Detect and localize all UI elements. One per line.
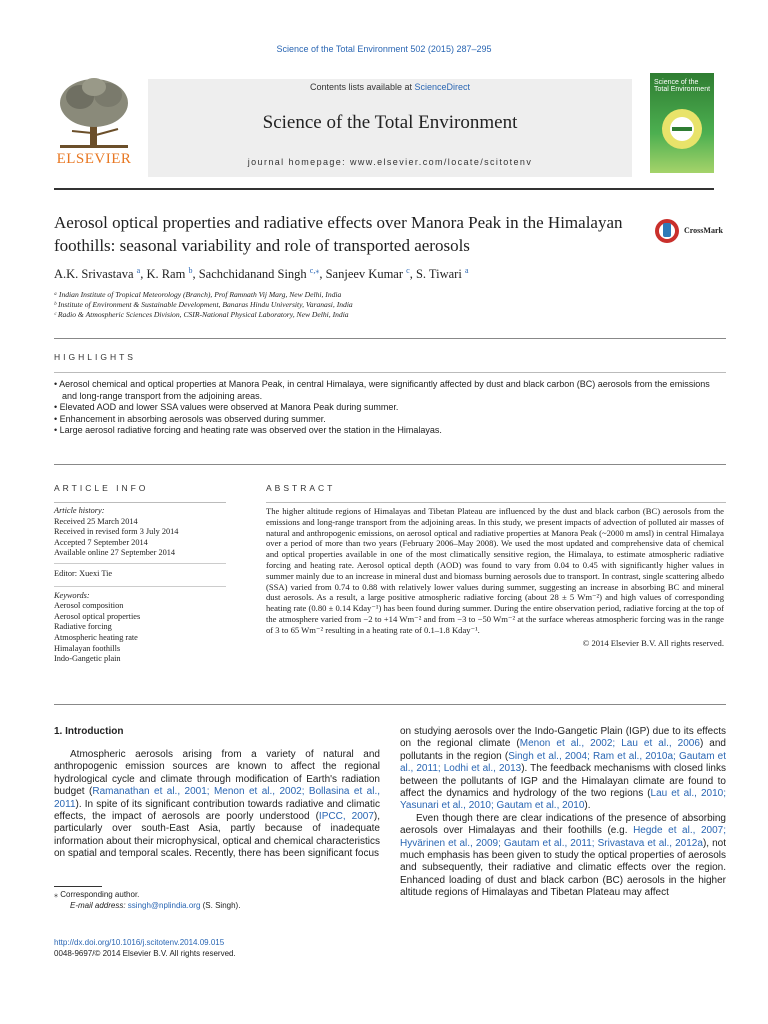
author-affiliation-marker[interactable]: a — [464, 266, 469, 275]
history-revised: Received in revised form 3 July 2014 — [54, 527, 179, 537]
journal-title: Science of the Total Environment — [262, 112, 518, 133]
paragraph-text: ), particularly over south-East Asia, partly because of inadequate information about their microphysical, optical and chemical characteristics on spatial and temporal scales. Recently, there has been significant focus — [54, 811, 380, 860]
paragraph-text: ). In spite of its significant contribution towards radiative and climatic effects, the impact of aerosols are poorly understood ( — [54, 798, 380, 823]
keyword: Indo-Gangetic plain — [54, 654, 121, 664]
affiliation-c: ᶜ Radio & Atmospheric Sciences Division, CSIR-National Physical Laboratory, New Delhi, India — [54, 310, 349, 319]
paragraph-text: on studying aerosols over the Indo-Gangetic Plain (IGP) due to its effects on the regional climate ( — [400, 726, 726, 750]
author-name: Sanjeev Kumar — [325, 267, 404, 282]
article-info-panel — [54, 506, 226, 665]
divider — [54, 502, 226, 503]
intro-paragraph-3 — [400, 813, 726, 900]
paper-title: Aerosol optical properties and radiative effects over Manora Peak in the Himalayan foothills: seasonal variability and role of transported aerosols — [54, 213, 623, 255]
doi-link[interactable]: http://dx.doi.org/10.1016/j.scitotenv.2014.09.015 — [54, 938, 225, 947]
highlights-list — [54, 379, 726, 437]
crossmark-badge[interactable] — [654, 218, 744, 244]
page-footer — [54, 938, 380, 959]
history-label: Article history: — [54, 506, 105, 515]
keywords-label: Keywords: — [54, 590, 90, 600]
divider — [54, 563, 226, 564]
citation-link[interactable]: Ramanathan et al., 2001; Menon et al., 2002; Bollasina et al., 2011 — [54, 786, 380, 810]
paragraph-text: Atmospheric aerosols arising from a variety of natural and anthropogenic emission sources are known to affect the regional hydrological cycle and climate through modification of Earth's radiation budget ( — [54, 749, 380, 798]
keyword: Himalayan foothills — [54, 643, 121, 653]
paragraph-text: ). — [584, 800, 591, 812]
paragraph-text: ) and pollutants in the region ( — [400, 738, 726, 762]
highlight-item: • Elevated AOD and lower SSA values were observed at Manora Peak during summer. — [54, 402, 399, 413]
email-link[interactable]: ssingh@nplindia.org — [127, 900, 201, 910]
divider — [266, 502, 726, 503]
journal-masthead — [54, 73, 714, 190]
paragraph-text: ). The feedback mechanisms with closed links between the pollutants of IGP and the Himalayan climate are found to affect the dynamics and hydrology of the two regions ( — [400, 763, 726, 800]
keyword: Atmospheric heating rate — [54, 632, 138, 642]
author-list: A.K. Srivastava $^a$, K. Ram $^b$, Sachchidanand Singh $^{c,⁎}$, Sanjeev Kumar $^c$, S. Tiwari $^a$ — [54, 266, 469, 282]
intro-heading: 1. Introduction — [54, 726, 124, 737]
footnote-rule — [54, 886, 102, 887]
contents-available-line — [148, 82, 632, 92]
cover-emblem-icon — [658, 105, 706, 153]
intro-right-column — [400, 726, 726, 900]
history-accepted: Accepted 7 September 2014 — [54, 537, 148, 547]
history-received: Received 25 March 2014 — [54, 516, 138, 526]
cover-title: Science of the Total Environment — [654, 79, 711, 93]
author-affiliation-marker[interactable]: c — [406, 266, 410, 275]
crossmark-label: CrossMark — [684, 226, 723, 235]
divider — [54, 586, 226, 587]
author-name: Sachchidanand Singh — [198, 267, 307, 282]
history-online: Available online 27 September 2014 — [54, 548, 176, 558]
divider — [54, 338, 726, 339]
keyword: Radiative forcing — [54, 622, 112, 632]
author-name: S. Tiwari — [415, 267, 462, 282]
affiliations — [54, 290, 654, 320]
abstract-copyright: © 2014 Elsevier B.V. All rights reserved. — [582, 637, 724, 648]
abstract-text: The higher altitude regions of Himalayas and Tibetan Plateau are influenced by the dust and black carbon (BC) aerosols from the emissions and long-range transport from the adjoining areas. In this study, we present impacts of advection of polluted air masses of natural and anthropogenic emissions, on aerosol optical and radiative properties at Manora Peak (~2000 m amsl) in central Himalaya over a period of more than two years (February 2006–May 2008). We used the most updated and comprehensive data of chemical and optical properties available in one of the most climatically sensitive region, the Himalaya, to estimate atmospheric radiative forcing and heating rate. Aerosol optical depth (AOD) was found to vary from 0.04 to 0.45 with significantly higher values in summer mainly due to an increase in mineral dust and biomass burning aerosols due to transport. In contrast, single scattering albedo (SSA) varied from 0.74 to 0.88 with relatively lower values during summer, suggesting an increase in absorbing BC and mineral dust aerosols. As a result, a large positive atmospheric radiative forcing (about 28 ± 5 Wm⁻²) and high values of corresponding heating rate (0.80 ± 0.14 Kday⁻¹) has been found during summer. During the entire observation period, radiative forcing at the top of the atmosphere varied from −2 to +14 Wm⁻² and from −3 to −50 Wm⁻² at the surface whereas atmospheric forcing was in the range of 3 to 65 Wm⁻² resulting in a heating rate of 0.1–1.8 Kday⁻¹. — [266, 506, 724, 635]
intro-left-column — [54, 726, 380, 861]
email-suffix: (S. Singh). — [200, 900, 241, 910]
crossmark-icon — [654, 218, 680, 244]
journal-homepage-link[interactable]: journal homepage: www.elsevier.com/locate/scitotenv — [247, 157, 533, 167]
highlights-heading: HIGHLIGHTS — [54, 352, 136, 362]
paragraph-text: ), not much emphasis has been given to study the optical properties of aerosols and subsequently, their radiative and climatic effects over the region. Enhanced loading of dust and black carbon (BC) aerosols in the higher altitude regions of Himalayas and Tibetan Plateau may affect — [400, 837, 726, 899]
journal-reference-link[interactable]: Science of the Total Environment 502 (2015) 287–295 — [276, 44, 492, 54]
keyword: Aerosol optical properties — [54, 611, 141, 621]
affiliation-a: ᵃ Indian Institute of Tropical Meteorology (Branch), Prof Ramnath Vij Marg, New Delhi, India — [54, 290, 342, 299]
highlight-item: • Aerosol chemical and optical properties at Manora Peak, in central Himalaya, were significantly affected by dust and black carbon (BC) aerosols from the emissions and long-range transport from the adjoining areas. — [54, 379, 710, 401]
author-name: K. Ram — [146, 267, 186, 282]
footnote-star: ⁎ — [54, 890, 58, 899]
citation-link[interactable]: Lau et al., 2010; Yasunari et al., 2010; Gautam et al., 2010 — [400, 788, 726, 812]
intro-paragraph-2 — [400, 726, 726, 813]
contents-prefix: Contents lists available at — [309, 82, 415, 92]
email-label: E-mail address: — [70, 900, 128, 910]
editor: Editor: Xuexi Tie — [54, 568, 113, 578]
author-affiliation-marker[interactable]: a — [136, 266, 141, 275]
footnote — [54, 890, 380, 912]
divider — [54, 464, 726, 465]
masthead-banner — [148, 79, 632, 177]
citation-link[interactable]: Hegde et al., 2007; Hyvärinen et al., 2009; Gautam et al., 2011; Srivastava et al., 2012a — [400, 825, 726, 849]
highlight-item: • Enhancement in absorbing aerosols was observed during summer. — [54, 413, 326, 424]
affiliation-b: ᵇ Institute of Environment & Sustainable Development, Banaras Hindu University, Varanasi, India — [54, 300, 353, 309]
divider — [54, 704, 726, 705]
citation-link[interactable]: Menon et al., 2002; Lau et al., 2006 — [519, 738, 700, 750]
journal-cover-image — [650, 73, 714, 173]
highlight-item: • Large aerosol radiative forcing and heating rate was observed over the station in the Himalayas. — [54, 425, 442, 436]
author-affiliation-marker[interactable]: c,⁎ — [309, 266, 320, 275]
citation-link[interactable]: Singh et al., 2004; Ram et al., 2010a; Gautam et al., 2011; Lodhi et al., 2013 — [400, 750, 727, 775]
issn-copyright: 0048-9697/© 2014 Elsevier B.V. All rights reserved. — [54, 948, 236, 958]
divider — [54, 372, 726, 373]
intro-paragraph-1 — [54, 749, 380, 861]
author-name: A.K. Srivastava — [54, 267, 134, 282]
citation-link[interactable]: IPCC, 2007 — [318, 811, 374, 823]
publisher-name: ELSEVIER — [56, 151, 132, 167]
keyword: Aerosol composition — [54, 601, 124, 611]
article-info-heading: ARTICLE INFO — [54, 483, 149, 493]
footnote-corresponding: Corresponding author. — [60, 890, 140, 899]
abstract-body — [266, 506, 724, 648]
abstract-heading: ABSTRACT — [266, 483, 336, 493]
paragraph-text: Even though there are clear indications of the presence of absorbing aerosols over Himalayas and their foothills (e.g. — [400, 812, 726, 837]
author-affiliation-marker[interactable]: b — [188, 266, 193, 275]
sciencedirect-link[interactable]: ScienceDirect — [414, 82, 471, 92]
